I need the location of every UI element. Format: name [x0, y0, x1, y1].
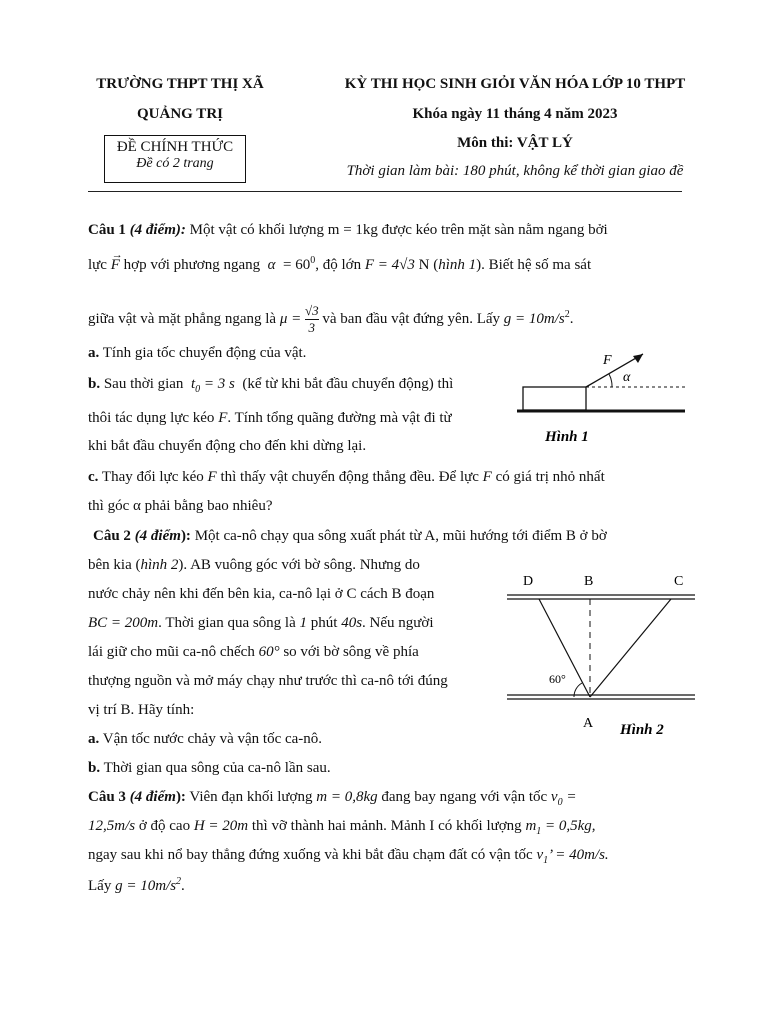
q2-line7: vị trí B. Hãy tính: — [88, 702, 195, 718]
force-arrow — [586, 354, 643, 387]
q2-text: so với bờ sông về phía — [283, 644, 419, 660]
point-b: B — [584, 574, 594, 589]
velocity-value: ’ = 40m/s. — [548, 847, 609, 863]
q1-part-c-line1 — [88, 469, 605, 486]
gravity: $g = 10m/s^2$ — [115, 876, 182, 894]
q1-part-a — [88, 345, 306, 362]
seconds: 40s — [341, 615, 363, 631]
q2-part-b — [88, 760, 331, 777]
figure-2-label: Hình 2 — [620, 722, 664, 738]
q1-text: N ( — [418, 257, 439, 273]
ac-line — [590, 599, 671, 697]
q1-text: , độ lớn — [315, 257, 362, 273]
q2-text: . Thời gian qua sông là — [158, 615, 296, 631]
q3-line3 — [88, 847, 609, 866]
angle-arc — [609, 374, 612, 387]
force-symbol: F → — [110, 249, 123, 273]
q3-line1 — [88, 789, 576, 808]
angle-value: 60° — [258, 644, 280, 660]
q2-points: (4 điểm): — [134, 528, 191, 544]
part-label: b. — [88, 760, 101, 776]
official-label: ĐỀ CHÍNH THỨC — [116, 139, 234, 155]
q2-text: . Nếu người — [362, 615, 434, 631]
figure-1-label: Hình 1 — [545, 429, 589, 445]
school-name-line1: TRƯỜNG THPT THỊ XÃ — [96, 76, 264, 92]
q2-text: bên kia ( — [88, 557, 141, 573]
exam-time: Thời gian làm bài: 180 phút, không kể thời gian giao đề — [346, 163, 684, 179]
mass-value: m = 0,8kg — [316, 789, 378, 805]
q3-text: = — [566, 789, 577, 805]
exam-subject: Môn thi: VẬT LÝ — [457, 135, 573, 151]
q1-text: Thay đổi lực kéo — [101, 469, 204, 485]
force-label: F — [603, 353, 612, 368]
mass-value: = 0,5kg, — [545, 818, 596, 834]
point-d: D — [523, 574, 534, 589]
q1-part-b-line3: khi bắt đầu chuyển động cho đến khi dừng lại. — [88, 438, 367, 454]
fig-ref: hình 2 — [140, 557, 179, 573]
q3-text: đang bay ngang với vận tốc — [381, 789, 548, 805]
q2-text: Thời gian qua sông của ca-nô lần sau. — [103, 760, 331, 776]
school-name-line2: QUẢNG TRỊ — [137, 106, 223, 122]
q1-text: (kể từ khi bắt đầu chuyển động) thì — [242, 376, 454, 392]
fig-ref: hình 1 — [438, 257, 477, 273]
q1-text: Một vật có khối lượng m = 1kg được kéo trên mặt sàn nằm ngang bởi — [189, 222, 608, 238]
official-box — [104, 135, 246, 183]
q1-text: ). Biết hệ số ma sát — [476, 257, 592, 273]
force-symbol: F — [218, 410, 228, 426]
exam-title: KỲ THI HỌC SINH GIỎI VĂN HÓA LỚP 10 THPT — [344, 76, 686, 92]
time-formula: $t_0 = 3$ s — [187, 376, 239, 395]
q1-text: giữa vật và mặt phẳng ngang là — [88, 310, 277, 327]
q1-text: có giá trị nhỏ nhất — [495, 469, 605, 485]
degree-sup: 0 — [310, 255, 316, 266]
q2-line3: nước chảy nên khi đến bên kia, ca-nô lại ở C cách B đoạn — [88, 586, 435, 602]
q1-text: Tính gia tốc chuyển động của vật. — [102, 345, 307, 361]
height-value: H = 20m — [193, 818, 249, 834]
q1-line2 — [88, 249, 592, 274]
q1-line3: giữa vật và mặt phẳng ngang là μ = $\frac{√3}{3}$ và ban đầu vật đứng yên. Lấy $g = 10m/s^2$. — [88, 303, 574, 335]
q3-text: Viên đạn khối lượng — [189, 789, 313, 805]
q2-line5 — [88, 644, 419, 661]
q3-text: thì vỡ thành hai mảnh. Mảnh I có khối lượng — [251, 818, 522, 834]
q1-part-b-line2 — [88, 410, 452, 427]
q2-text: lái giữ cho mũi ca-nô chếch — [88, 644, 255, 660]
velocity-value: 12,5m/s — [88, 818, 136, 834]
force-symbol: F — [482, 469, 492, 485]
part-label: c. — [88, 469, 99, 485]
q2-line4 — [88, 615, 434, 632]
force-magnitude: F = 4√3 — [364, 257, 415, 273]
q2-line6: thượng nguồn và mở máy chạy như trước thì ca-nô tới đúng — [88, 673, 448, 689]
q3-points: (4 điểm): — [129, 789, 186, 805]
q3-line4: Lấy $g = 10m/s^2$. — [88, 876, 185, 894]
q1-text: thôi tác dụng lực kéo — [88, 410, 215, 426]
part-label: a. — [88, 345, 100, 361]
q1-text: và ban đầu vật đứng yên. Lấy — [322, 310, 501, 327]
q2-line1 — [93, 528, 607, 545]
minutes: 1 — [299, 615, 308, 631]
point-c: C — [674, 574, 684, 589]
q2-text: ). AB vuông góc với bờ sông. Nhưng do — [178, 557, 420, 573]
q1-text: thì thấy vật chuyển động thẳng đều. Để lực — [220, 469, 479, 485]
q1-text: hợp với phương ngang — [123, 257, 261, 273]
q3-text: Lấy — [88, 878, 112, 894]
q1-part-c-line2: thì góc α phải bằng bao nhiêu? — [88, 498, 273, 514]
q2-part-a — [88, 731, 322, 748]
q1-text: Sau thời gian — [103, 376, 184, 392]
velocity-symbol: $v_0$ — [550, 789, 563, 808]
block — [523, 387, 586, 410]
q2-text: Vận tốc nước chảy và vận tốc ca-nô. — [102, 731, 323, 747]
bc-value: BC = 200m — [88, 615, 159, 631]
velocity-symbol: $v_1$ — [536, 847, 549, 866]
q1-text: . Tính tổng quãng đường mà vật đi từ — [227, 410, 452, 426]
header-divider — [88, 191, 682, 192]
angle-label: 60° — [549, 672, 566, 686]
q1-text: lực — [88, 257, 107, 273]
q3-line2 — [88, 818, 596, 837]
alpha-symbol: α — [263, 257, 280, 273]
figure-2 — [505, 566, 700, 746]
q3-text: ở độ cao — [138, 818, 191, 834]
force-symbol: F — [207, 469, 217, 485]
q1-part-b-line1 — [88, 376, 453, 395]
q1-heading: Câu 1 — [88, 222, 126, 238]
part-label: b. — [88, 376, 101, 392]
q2-line2 — [88, 557, 420, 574]
gravity: g = 10m/s — [503, 310, 565, 327]
q2-text: Một ca-nô chạy qua sông xuất phát từ A, mũi hướng tới điểm B ở bờ — [194, 528, 607, 544]
q2-heading: Câu 2 — [93, 528, 131, 544]
q3-text: ngay sau khi nổ bay thẳng đứng xuống và khi bắt đầu chạm đất có vận tốc — [88, 847, 533, 863]
part-label: a. — [88, 731, 100, 747]
alpha-label: α — [623, 370, 631, 385]
q1-text: = 60 — [283, 257, 311, 273]
mu-formula: μ = $\frac{√3}{3}$ — [279, 303, 319, 335]
figure-1 — [505, 345, 690, 450]
q1-points: (4 điểm): — [129, 222, 186, 238]
point-a: A — [583, 716, 594, 731]
q1-line1 — [88, 222, 608, 239]
q3-heading: Câu 3 — [88, 789, 126, 805]
q2-text: phút — [310, 615, 338, 631]
mass-symbol: $m_1$ — [525, 818, 542, 837]
pages-note: Đề có 2 trang — [136, 156, 214, 171]
exam-date: Khóa ngày 11 tháng 4 năm 2023 — [412, 106, 618, 122]
